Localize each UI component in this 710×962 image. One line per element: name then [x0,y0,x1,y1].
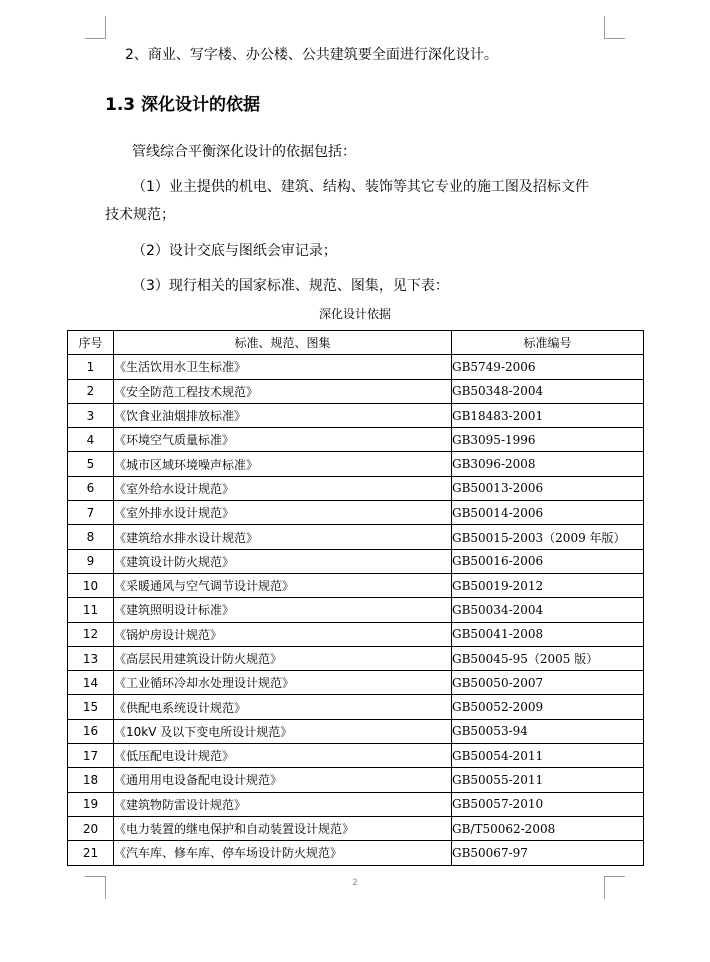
row-standard-code: GB18483-2001 [452,403,644,427]
paragraph-item-2: 2、商业、写字楼、办公楼、公共建筑要全面进行深化设计。 [125,47,498,63]
row-standard-name: 《建筑给水排水设计规范》 [114,525,452,549]
table-row [68,719,644,743]
row-index: 3 [68,403,114,427]
row-index: 2 [68,379,114,403]
row-index: 11 [68,598,114,622]
row-standard-name: 《工业循环冷却水处理设计规范》 [114,671,452,695]
table-row [68,816,644,840]
row-index: 4 [68,428,114,452]
row-standard-name: 《环境空气质量标准》 [114,428,452,452]
row-standard-code: GB50034-2004 [452,598,644,622]
table-body [68,355,644,865]
row-standard-code: GB50014-2006 [452,501,644,525]
row-standard-name: 《建筑照明设计标准》 [114,598,452,622]
row-standard-name: 《供配电系统设计规范》 [114,695,452,719]
row-standard-name: 《高层民用建筑设计防火规范》 [114,646,452,670]
table-row [68,403,644,427]
table-header-row [68,331,644,355]
paragraph-item-2-list: （2）设计交底与图纸会审记录； [132,243,337,259]
table-row [68,355,644,379]
standards-table [67,330,644,866]
row-index: 21 [68,841,114,865]
row-standard-code: GB50054-2011 [452,744,644,768]
paragraph-intro: 管线综合平衡深化设计的依据包括： [132,144,356,160]
table-row [68,549,644,573]
row-standard-name: 《饮食业油烟排放标准》 [114,403,452,427]
row-standard-code: GB50053-94 [452,719,644,743]
row-index: 18 [68,768,114,792]
row-index: 9 [68,549,114,573]
header-index: 序号 [68,331,114,355]
row-standard-code: GB50041-2008 [452,622,644,646]
row-index: 14 [68,671,114,695]
row-standard-name: 《城市区域环境噪声标准》 [114,452,452,476]
row-standard-name: 《通用用电设备配电设计规范》 [114,768,452,792]
row-index: 20 [68,816,114,840]
section-heading: 1.3 深化设计的依据 [105,95,261,115]
row-index: 10 [68,573,114,597]
row-standard-code: GB50052-2009 [452,695,644,719]
table-row [68,792,644,816]
page-number: 2 [352,878,358,888]
table-row [68,452,644,476]
row-index: 16 [68,719,114,743]
table-row [68,428,644,452]
row-standard-code: GB50348-2004 [452,379,644,403]
row-standard-code: GB/T50062-2008 [452,816,644,840]
row-standard-name: 《采暖通风与空气调节设计规范》 [114,573,452,597]
table-row [68,695,644,719]
row-index: 1 [68,355,114,379]
table-row [68,744,644,768]
row-standard-name: 《10kV 及以下变电所设计规范》 [114,719,452,743]
row-standard-code: GB50057-2010 [452,792,644,816]
table-row [68,379,644,403]
row-index: 8 [68,525,114,549]
row-standard-code: GB3095-1996 [452,428,644,452]
table-row [68,646,644,670]
table-row [68,598,644,622]
row-standard-code: GB50067-97 [452,841,644,865]
row-standard-name: 《安全防范工程技术规范》 [114,379,452,403]
row-standard-code: GB50015-2003（2009 年版） [452,525,644,549]
row-index: 5 [68,452,114,476]
paragraph-item-1-line-1: （1）业主提供的机电、建筑、结构、装饰等其它专业的施工图及招标文件 [132,179,589,195]
corner-mark-top-left [85,16,106,39]
table-row [68,476,644,500]
row-standard-name: 《建筑设计防火规范》 [114,549,452,573]
table-row [68,671,644,695]
corner-mark-top-right [604,16,625,39]
table-row [68,501,644,525]
row-index: 15 [68,695,114,719]
row-standard-name: 《汽车库、修车库、停车场设计防火规范》 [114,841,452,865]
row-standard-name: 《建筑物防雷设计规范》 [114,792,452,816]
row-standard-code: GB3096-2008 [452,452,644,476]
row-standard-name: 《电力装置的继电保护和自动装置设计规范》 [114,816,452,840]
header-standard-name: 标准、规范、图集 [114,331,452,355]
row-standard-code: GB50045-95（2005 版） [452,646,644,670]
row-standard-code: GB50016-2006 [452,549,644,573]
table-row [68,573,644,597]
table-caption: 深化设计依据 [318,307,391,321]
row-standard-code: GB50055-2011 [452,768,644,792]
row-index: 13 [68,646,114,670]
row-standard-name: 《锅炉房设计规范》 [114,622,452,646]
table-row [68,622,644,646]
table-row [68,768,644,792]
row-standard-code: GB5749-2006 [452,355,644,379]
table-row [68,841,644,865]
header-standard-code: 标准编号 [452,331,644,355]
row-standard-name: 《室外排水设计规范》 [114,501,452,525]
table-row [68,525,644,549]
row-standard-name: 《低压配电设计规范》 [114,744,452,768]
row-standard-name: 《生活饮用水卫生标准》 [114,355,452,379]
paragraph-item-1-line-2: 技术规范； [105,207,175,223]
row-standard-code: GB50013-2006 [452,476,644,500]
row-standard-name: 《室外给水设计规范》 [114,476,452,500]
row-index: 7 [68,501,114,525]
row-standard-code: GB50050-2007 [452,671,644,695]
row-index: 6 [68,476,114,500]
row-index: 19 [68,792,114,816]
row-standard-code: GB50019-2012 [452,573,644,597]
row-index: 12 [68,622,114,646]
row-index: 17 [68,744,114,768]
paragraph-item-3-list: （3）现行相关的国家标准、规范、图集，见下表： [132,278,449,294]
